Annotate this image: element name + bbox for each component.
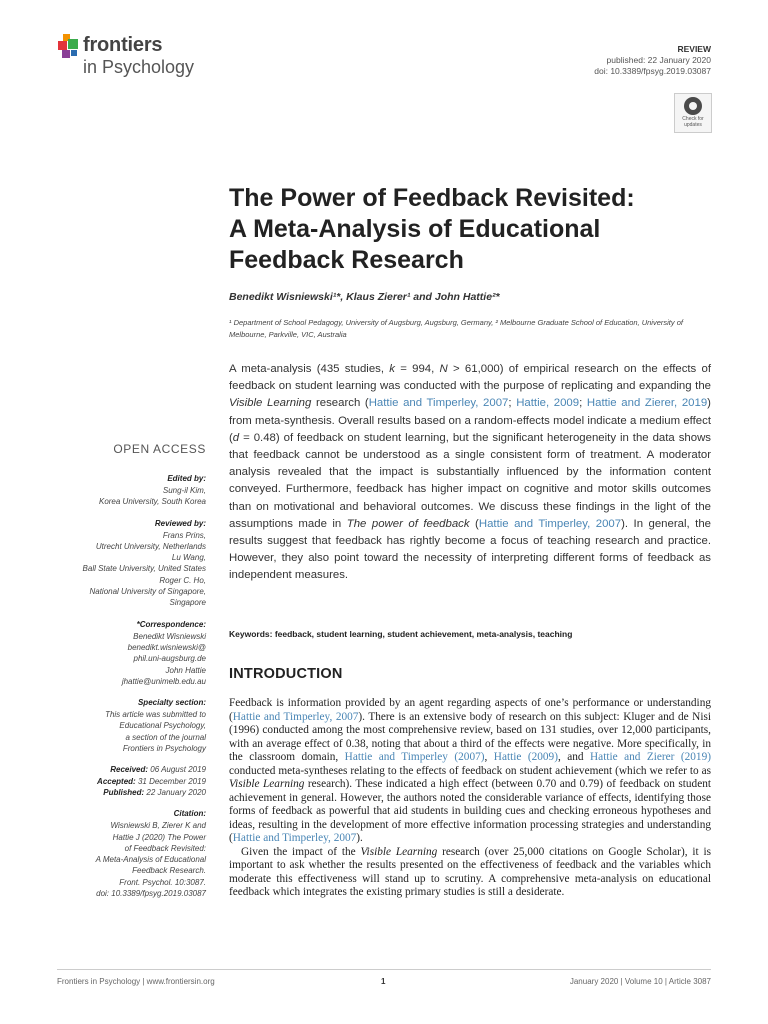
section-line: A Meta-Analysis of Educational — [95, 855, 206, 865]
article-type: REVIEW — [677, 44, 711, 54]
introduction-heading: INTRODUCTION — [229, 666, 343, 682]
body-text: , and — [557, 751, 591, 763]
citation-link[interactable]: Hattie (2009) — [493, 751, 558, 763]
email-link[interactable]: benedikt.wisniewski@ — [127, 642, 206, 652]
section-line: Lu Wang, — [171, 553, 206, 563]
section-line: Singapore — [169, 598, 206, 608]
abstract-text: ( — [469, 517, 479, 530]
date-label: Received: — [110, 765, 149, 775]
intro-paragraph-2 — [229, 846, 711, 900]
keywords-label: Keywords: — [229, 629, 273, 639]
citation-section — [46, 808, 206, 899]
abstract-text: = 994, — [394, 363, 440, 375]
abstract-text: A meta-analysis (435 studies, — [229, 363, 390, 375]
body-visible-learning: Visible Learning — [229, 778, 305, 790]
author-list[interactable]: Benedikt Wisniewski¹*, Klaus Zierer¹ and John Hattie²* — [229, 291, 500, 303]
section-line: Wisniewski B, Zierer K and — [110, 821, 206, 831]
section-line: Hattie J (2020) The Power — [112, 832, 206, 842]
body-text: conducted meta-syntheses relating to the effects of feedback on student achievement (which we refer to as — [229, 764, 711, 777]
abstract-text: = 0.48) of feedback on student learning, but the significant heterogeneity in the data shows that feedback cannot be understood as a single consistent form of treatment. A moderator analysis revealed that the impact is substantially influenced by the information content conveyed. Furthermore, feedback has higher impact on cognitive and motor skills outcomes than on motivational and behavioral outcomes. We discuss these findings in the light of the assumptions made in — [229, 431, 711, 530]
abstract-text: ; — [579, 397, 587, 410]
journal-name-line2: in Psychology — [83, 57, 195, 77]
footer-journal-link[interactable]: Frontiers in Psychology | www.frontiersin.org — [57, 977, 215, 986]
abstract-text: research ( — [311, 397, 369, 410]
section-line: National University of Singapore, — [89, 587, 206, 597]
section-line: Frans Prins, — [162, 530, 206, 540]
dates-section — [46, 764, 206, 798]
section-title: Specialty section: — [137, 698, 206, 708]
abstract-power-of-feedback: The power of feedback — [346, 517, 470, 530]
section-title: Citation: — [173, 809, 206, 819]
check-for-updates-button[interactable] — [674, 93, 712, 133]
section-line: Educational Psychology, — [119, 721, 206, 731]
badge-label-2: updates — [684, 122, 702, 128]
intro-paragraph-1 — [229, 697, 711, 846]
date-value: 06 August 2019 — [148, 765, 206, 775]
body-text: Given the impact of the — [241, 845, 361, 858]
email-link[interactable]: jhattie@unimelb.edu.au — [121, 676, 206, 686]
section-line: Feedback Research. — [132, 866, 206, 876]
section-line: a section of the journal — [125, 732, 206, 742]
article-doi[interactable]: doi: 10.3389/fpsyg.2019.03087 — [594, 66, 711, 76]
body-text: , — [484, 751, 494, 763]
abstract-text: ; — [508, 397, 517, 410]
article-title — [229, 183, 699, 276]
citation-link[interactable]: Hattie and Timperley (2007) — [344, 751, 485, 763]
section-title: *Correspondence: — [136, 619, 206, 629]
abstract-n: N — [439, 363, 448, 375]
section-line: Front. Psychol. 10:3087. — [119, 877, 206, 887]
abstract-text: ) from meta-synthesis. Overall results based on a random-effects model indicate a medium effect ( — [229, 397, 711, 444]
article-meta — [594, 44, 711, 77]
title-line-3: Feedback Research — [229, 246, 464, 274]
title-line-1: The Power of Feedback Revisited: — [229, 184, 635, 212]
section-title: Edited by: — [167, 474, 206, 483]
section-line: Korea University, South Korea — [98, 497, 206, 507]
correspondence-section — [46, 619, 206, 687]
citation-link[interactable]: Hattie, 2009 — [516, 397, 580, 410]
citation-link[interactable]: Hattie and Timperley, 2007 — [232, 832, 357, 844]
keywords — [229, 629, 719, 639]
published-date: published: 22 January 2020 — [606, 55, 711, 65]
frontiers-logo-icon — [57, 33, 83, 67]
received-date — [46, 764, 206, 775]
abstract-text: ). In general, the results suggest that feedback has rightly become a focus of teaching research and practice. However, they also point toward the necessity of interpreting different forms of feedback as independent measures. — [229, 517, 711, 582]
section-line: of Feedback Revisited: — [124, 843, 206, 853]
introduction-body — [229, 697, 711, 900]
body-text: research (over 25,000 citations on Google Scholar), it is important to ask whether the results presented on the effectiveness of feedback and the variables which moderate this effectiveness will stand up to scrutiny. A comprehensive meta-analysis on educational feedback which integrates the existing primary studies is still a desiderate. — [229, 845, 711, 898]
date-value: 22 January 2020 — [144, 787, 206, 797]
body-text: ). There is an extensive body of research on this subject: Kluger and de Nisi (1996) conducted among the most comprehensive review, based on 131 studies, over 12,000 participants, with an average effect of 0.38, noting that about a third of the effects were negative. More specifically, in the classroom domain, — [229, 710, 711, 763]
article-sidebar — [46, 442, 206, 909]
citation-link[interactable]: Hattie and Timperley, 2007 — [368, 397, 509, 410]
body-text: ). — [356, 832, 363, 844]
section-line: Utrecht University, Netherlands — [95, 541, 206, 551]
abstract — [229, 361, 711, 585]
affiliations: ¹ Department of School Pedagogy, University of Augsburg, Augsburg, Germany, ² Melbourne Graduate School of Education, University of Melbourne, Parkville, VIC, Australia — [229, 318, 683, 339]
section-line: This article was submitted to — [105, 710, 206, 720]
abstract-text: > 61,000) of empirical research on the effects of feedback on student learning was conducted with the purpose of replicating and expanding the — [229, 363, 711, 393]
date-label: Published: — [103, 787, 145, 797]
section-line: Roger C. Ho, — [159, 575, 206, 585]
edited-by-section — [46, 473, 206, 508]
accepted-date — [46, 776, 206, 787]
body-visible-learning: Visible Learning — [360, 845, 438, 858]
abstract-k: k — [389, 363, 395, 375]
citation-link[interactable]: Hattie and Timperley, 2007 — [232, 710, 359, 723]
check-updates-icon — [684, 97, 702, 115]
open-access-label: OPEN ACCESS — [113, 442, 206, 456]
section-line: Frontiers in Psychology — [122, 744, 206, 754]
footer-divider — [57, 969, 711, 970]
keywords-values: feedback, student learning, student achievement, meta-analysis, teaching — [272, 629, 573, 639]
section-title: Reviewed by: — [154, 518, 206, 528]
badge-label-1: Check for — [682, 116, 704, 122]
section-line: Sung-il Kim, — [162, 486, 206, 495]
title-line-2: A Meta-Analysis of Educational — [229, 215, 601, 243]
body-text: Feedback is information provided by an agent regarding aspects of one’s performance or understanding ( — [229, 697, 711, 723]
email-link[interactable]: phil.uni-augsburg.de — [133, 654, 206, 664]
journal-logo[interactable] — [57, 33, 227, 83]
page-number: 1 — [381, 977, 386, 986]
abstract-visible-learning: Visible Learning — [229, 397, 312, 410]
abstract-d: d — [232, 431, 240, 444]
reviewed-by-section — [46, 518, 206, 609]
published-date-sidebar — [46, 787, 206, 798]
section-line: Ball State University, United States — [82, 564, 206, 574]
citation-link[interactable]: Hattie and Timperley, 2007 — [478, 517, 622, 530]
section-line: John Hattie — [165, 665, 206, 675]
date-value: 31 December 2019 — [135, 776, 206, 786]
journal-name-line1: frontiers — [83, 34, 163, 56]
date-label: Accepted: — [97, 776, 136, 786]
section-line: Benedikt Wisniewski — [133, 631, 206, 641]
body-text: research). These indicated a high effect (between 0.70 and 0.79) of feedback on student achievement in general. However, the authors noted the considerable variance of effects, identifying those forms of feedback as powerful that aid students in building cues and checking erroneous hypotheses and ideas, resulting in the development of more effective information processing strategies and understanding ( — [229, 778, 711, 844]
citation-link[interactable]: Hattie and Zierer (2019) — [590, 751, 711, 763]
doi-link[interactable]: doi: 10.3389/fpsyg.2019.03087 — [96, 889, 206, 899]
citation-link[interactable]: Hattie and Zierer, 2019 — [586, 397, 708, 410]
specialty-section — [46, 697, 206, 754]
footer-issue-info: January 2020 | Volume 10 | Article 3087 — [569, 977, 711, 986]
